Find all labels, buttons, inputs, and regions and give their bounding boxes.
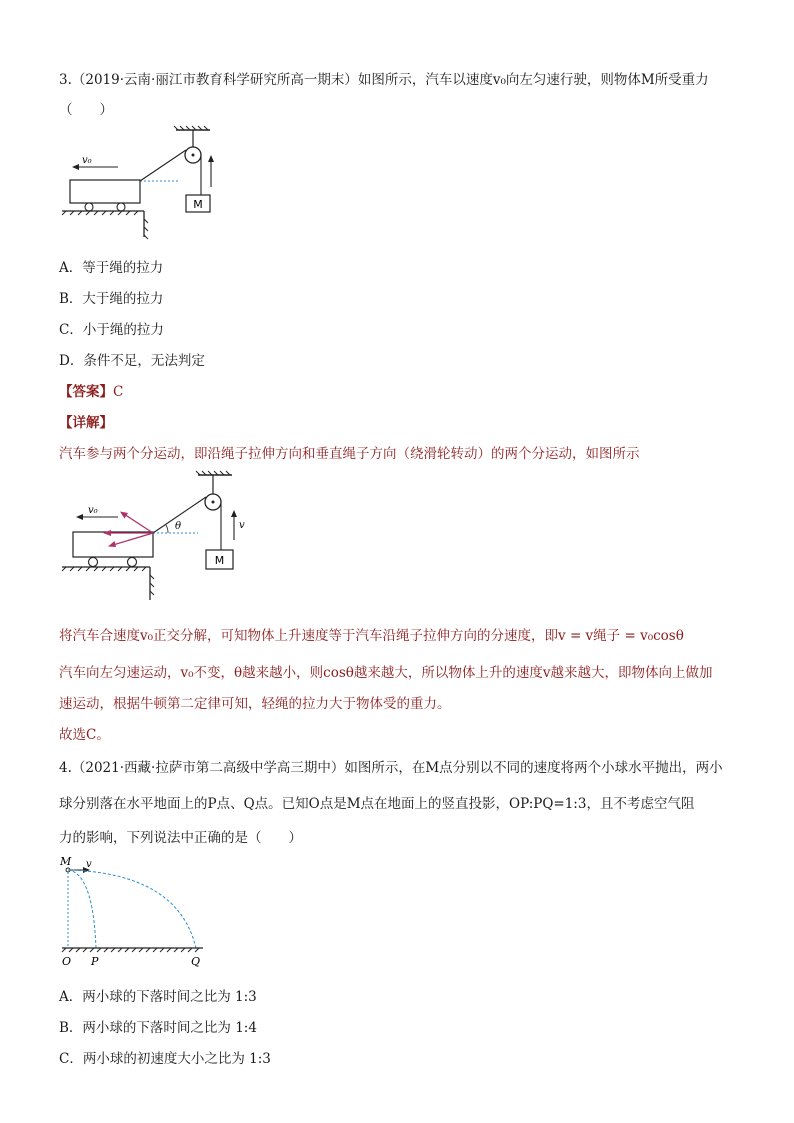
q3-detail-figure	[58, 470, 258, 605]
q3-stem: 3.（2019·云南·丽江市教育科学研究所高一期末）如图所示，汽车以速度v₀向左匀速行驶，则物体M所受重力	[59, 72, 709, 88]
q3-answer-row	[59, 380, 123, 400]
q3-option-d: D．条件不足，无法判定	[59, 353, 205, 369]
q3-option-c: C．小于绳的拉力	[59, 322, 164, 338]
q4-stem-line-3: 力的影响，下列说法中正确的是（ ）	[59, 830, 302, 846]
q4-figure	[58, 853, 218, 968]
q3-fig2-v-label: v	[239, 520, 245, 531]
detail-line-2: 将汽车合速度v₀正交分解，可知物体上升速度等于汽车沿绳子拉伸方向的分速度，即v = v绳子 = v₀cosθ	[59, 628, 684, 644]
q4-fig-M-label: M	[60, 855, 72, 868]
q4-option-b: B．两小球的下落时间之比为 1:4	[59, 1020, 257, 1036]
detail-line-4: 速运动，根据牛顿第二定律可知，轻绳的拉力大于物体受的重力。	[59, 696, 451, 712]
q4-option-c: C．两小球的初速度大小之比为 1:3	[59, 1051, 271, 1067]
q3-option-b: B．大于绳的拉力	[59, 291, 164, 307]
q4-option-a: A．两小球的下落时间之比为 1:3	[59, 989, 257, 1005]
detail-line-3: 汽车向左匀速运动，v₀不变，θ越来越小，则cosθ越来越大，所以物体上升的速度v越来越大，即物体向上做加	[59, 665, 713, 681]
q3-paren: （ ）	[59, 102, 113, 118]
q3-fig2-M-label: M	[214, 554, 225, 567]
q4-stem-line-2: 球分别落在水平地面上的P点、Q点。已知O点是M点在地面上的竖直投影，OP:PQ=1:3，且不考虑空气阻	[59, 796, 695, 812]
q3-fig2-theta-label: θ	[175, 521, 182, 532]
q4-fig-O-label: O	[62, 955, 72, 968]
answer-value: C	[113, 384, 124, 400]
q3-fig-v0-label: v₀	[82, 155, 92, 166]
q3-option-a: A．等于绳的拉力	[59, 260, 164, 276]
q4-fig-P-label: P	[91, 955, 99, 968]
answer-tag: 【答案】	[59, 384, 113, 400]
q4-stem-line-1: 4.（2021·西藏·拉萨市第二高级中学高三期中）如图所示，在M点分别以不同的速度将两个小球水平抛出，两小	[59, 760, 723, 776]
q4-fig-v-label: v	[86, 859, 92, 870]
detail-line-1: 汽车参与两个分运动，即沿绳子拉伸方向和垂直绳子方向（绕滑轮转动）的两个分运动，如图所示	[59, 446, 640, 462]
q4-fig-Q-label: Q	[191, 955, 201, 968]
q3-fig2-v0-label: v₀	[88, 505, 98, 516]
q3-figure	[58, 125, 258, 245]
conclusion: 故选C。	[59, 727, 110, 743]
detail-tag: 【详解】	[59, 415, 113, 431]
q3-fig-M-label: M	[193, 198, 203, 211]
